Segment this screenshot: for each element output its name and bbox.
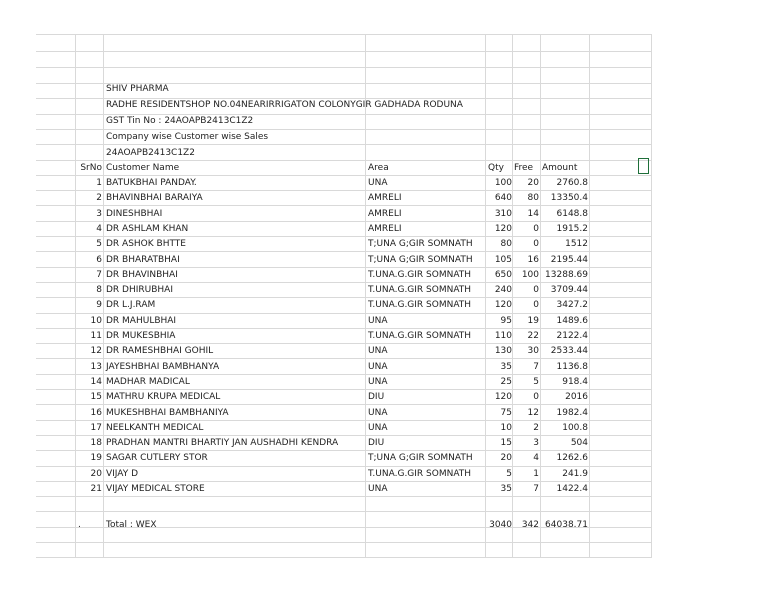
row-area: AMRELI — [368, 208, 402, 219]
row-srno: 18 — [90, 438, 102, 449]
row-free: 20 — [527, 178, 539, 188]
row-free: 0 — [533, 285, 539, 296]
row-free: 12 — [527, 407, 539, 418]
row-name: DINESHBHAI — [106, 208, 163, 219]
row-amount: 504 — [570, 438, 588, 449]
row-free: 19 — [527, 315, 539, 326]
row-name: DR ASHOK BHTTE — [106, 239, 186, 250]
row-area: UNA — [368, 315, 388, 326]
row-area: UNA — [368, 361, 388, 372]
row-free: 100 — [521, 269, 539, 280]
row-amount: 1262.6 — [556, 453, 588, 464]
col-area: Area — [368, 163, 389, 173]
row-amount: 1982.4 — [556, 407, 588, 418]
row-name: DR DHIRUBHAI — [106, 285, 173, 296]
row-amount: 1512 — [565, 239, 588, 250]
row-name: MADHAR MADICAL — [106, 376, 190, 387]
col-qty: Qty — [488, 163, 504, 173]
total-label: Total : WEX — [106, 520, 157, 530]
row-free: 30 — [527, 346, 539, 357]
row-amount: 1915.2 — [556, 223, 588, 234]
row-free: 14 — [527, 208, 539, 219]
row-amount: 2760.8 — [556, 178, 588, 188]
row-free: 0 — [533, 300, 539, 311]
row-qty: 95 — [500, 315, 512, 326]
row-name: DR RAMESHBHAI GOHIL — [106, 346, 214, 357]
total-free: 342 — [521, 520, 539, 530]
row-amount: 6148.8 — [556, 208, 588, 219]
row-area: T;UNA G;GIR SOMNATH — [368, 239, 473, 250]
row-qty: 35 — [500, 361, 512, 372]
row-area: AMRELI — [368, 193, 402, 204]
row-area: T;UNA G;GIR SOMNATH — [368, 453, 473, 464]
row-amount: 241.9 — [562, 468, 588, 479]
row-qty: 5 — [506, 468, 512, 479]
row-srno: 10 — [90, 315, 102, 326]
row-free: 3 — [533, 438, 539, 449]
row-qty: 120 — [494, 300, 512, 311]
company-name: SHIV PHARMA — [106, 84, 169, 94]
row-free: 7 — [533, 361, 539, 372]
row-qty: 105 — [494, 254, 512, 265]
row-name: DR MUKESBHIA — [106, 331, 176, 341]
row-name: MUKESHBHAI BAMBHANIYA — [106, 407, 229, 418]
row-srno: 7 — [96, 269, 102, 280]
row-free: 2 — [533, 422, 539, 433]
row-area: T.UNA.G.GIR SOMNATH — [368, 269, 472, 280]
row-amount: 2195.44 — [550, 254, 588, 265]
row-free: 80 — [527, 193, 539, 204]
row-free: 4 — [533, 453, 539, 464]
row-area: AMRELI — [368, 223, 402, 234]
row-srno: 16 — [90, 407, 102, 418]
row-name: VIJAY D — [106, 468, 139, 479]
row-name: NEELKANTH MEDICAL — [106, 422, 204, 433]
row-amount: 1136.8 — [556, 361, 588, 372]
col-free: Free — [514, 163, 534, 173]
row-free: 0 — [533, 392, 539, 403]
total-qty: 3040 — [489, 520, 512, 530]
row-area: T.UNA.G.GIR SOMNATH — [368, 331, 472, 341]
col-amount: Amount — [542, 163, 578, 173]
row-area: UNA — [368, 422, 388, 433]
row-name: BATUKBHAI PANDAY. — [106, 178, 197, 188]
row-area: T;UNA G;GIR SOMNATH — [368, 254, 473, 265]
row-qty: 640 — [494, 193, 512, 204]
row-area: UNA — [368, 484, 388, 494]
row-name: SAGAR CUTLERY STOR — [106, 453, 208, 464]
row-srno: 6 — [96, 254, 102, 265]
row-srno: 5 — [96, 239, 102, 250]
row-area: DIU — [368, 392, 385, 403]
row-srno: 17 — [90, 422, 102, 433]
total-marker: . — [78, 520, 81, 530]
row-free: 7 — [533, 484, 539, 494]
col-srno: SrNo — [80, 163, 102, 173]
row-srno: 15 — [90, 392, 102, 403]
selected-cell[interactable] — [638, 158, 649, 174]
row-name: DR BHARATBHAI — [106, 254, 180, 265]
row-qty: 130 — [494, 346, 512, 357]
row-srno: 4 — [96, 223, 102, 234]
row-srno: 21 — [90, 484, 102, 494]
row-srno: 13 — [90, 361, 102, 372]
row-srno: 8 — [96, 285, 102, 296]
row-area: T.UNA.G.GIR SOMNATH — [368, 300, 472, 311]
row-qty: 25 — [500, 376, 512, 387]
row-area: DIU — [368, 438, 385, 449]
row-amount: 13288.69 — [545, 269, 588, 280]
row-amount: 2016 — [565, 392, 588, 403]
row-srno: 2 — [96, 193, 102, 204]
row-free: 0 — [533, 223, 539, 234]
row-qty: 100 — [494, 178, 512, 188]
row-name: VIJAY MEDICAL STORE — [106, 484, 205, 494]
row-name: DR MAHULBHAI — [106, 315, 177, 326]
row-srno: 14 — [90, 376, 102, 387]
row-name: MATHRU KRUPA MEDICAL — [106, 392, 221, 403]
row-amount: 2122.4 — [556, 331, 588, 341]
row-name: DR L.J.RAM — [106, 300, 156, 311]
row-qty: 20 — [500, 453, 512, 464]
row-amount: 1422.4 — [556, 484, 588, 494]
row-name: PRADHAN MANTRI BHARTIY JAN AUSHADHI KENDRA — [106, 438, 339, 449]
row-area: T.UNA.G.GIR SOMNATH — [368, 468, 472, 479]
row-amount: 3709.44 — [550, 285, 588, 296]
row-amount: 2533.44 — [550, 346, 588, 357]
row-amount: 100.8 — [562, 422, 588, 433]
row-amount: 13350.4 — [550, 193, 588, 204]
row-name: DR BHAVINBHAI — [106, 269, 178, 280]
row-amount: 3427.2 — [556, 300, 588, 311]
row-qty: 110 — [494, 331, 512, 341]
row-free: 22 — [527, 331, 539, 341]
row-srno: 9 — [96, 300, 102, 311]
row-name: DR ASHLAM KHAN — [106, 223, 189, 234]
total-amount: 64038.71 — [545, 520, 588, 530]
row-qty: 80 — [500, 239, 512, 250]
row-srno: 1 — [96, 178, 102, 188]
row-area: UNA — [368, 407, 388, 418]
row-amount: 1489.6 — [556, 315, 588, 326]
row-qty: 120 — [494, 223, 512, 234]
row-free: 0 — [533, 239, 539, 250]
row-qty: 310 — [494, 208, 512, 219]
row-srno: 20 — [90, 468, 102, 479]
row-area: UNA — [368, 346, 388, 357]
row-free: 5 — [533, 376, 539, 387]
row-name: JAYESHBHAI BAMBHANYA — [106, 361, 220, 372]
company-address: RADHE RESIDENTSHOP NO.04NEARIRRIGATON COLONYGIR GADHADA RODUNA — [106, 100, 463, 110]
row-qty: 10 — [500, 422, 512, 433]
row-srno: 11 — [90, 331, 102, 341]
row-qty: 120 — [494, 392, 512, 403]
report-title: Company wise Customer wise Sales — [106, 132, 269, 142]
row-area: UNA — [368, 178, 388, 188]
row-qty: 650 — [494, 269, 512, 280]
row-qty: 75 — [500, 407, 512, 418]
row-free: 16 — [527, 254, 539, 265]
row-qty: 35 — [500, 484, 512, 494]
row-amount: 918.4 — [562, 376, 588, 387]
gst-number: GST Tin No : 24AOAPB2413C1Z2 — [106, 116, 254, 126]
row-srno: 3 — [96, 208, 102, 219]
row-qty: 15 — [500, 438, 512, 449]
row-qty: 240 — [494, 285, 512, 296]
company-code: 24AOAPB2413C1Z2 — [106, 148, 195, 158]
row-area: T.UNA.G.GIR SOMNATH — [368, 285, 472, 296]
row-area: UNA — [368, 376, 388, 387]
row-free: 1 — [533, 468, 539, 479]
row-name: BHAVINBHAI BARAIYA — [106, 193, 203, 204]
row-srno: 12 — [90, 346, 102, 357]
col-customer-name: Customer Name — [106, 163, 180, 173]
row-srno: 19 — [90, 453, 102, 464]
